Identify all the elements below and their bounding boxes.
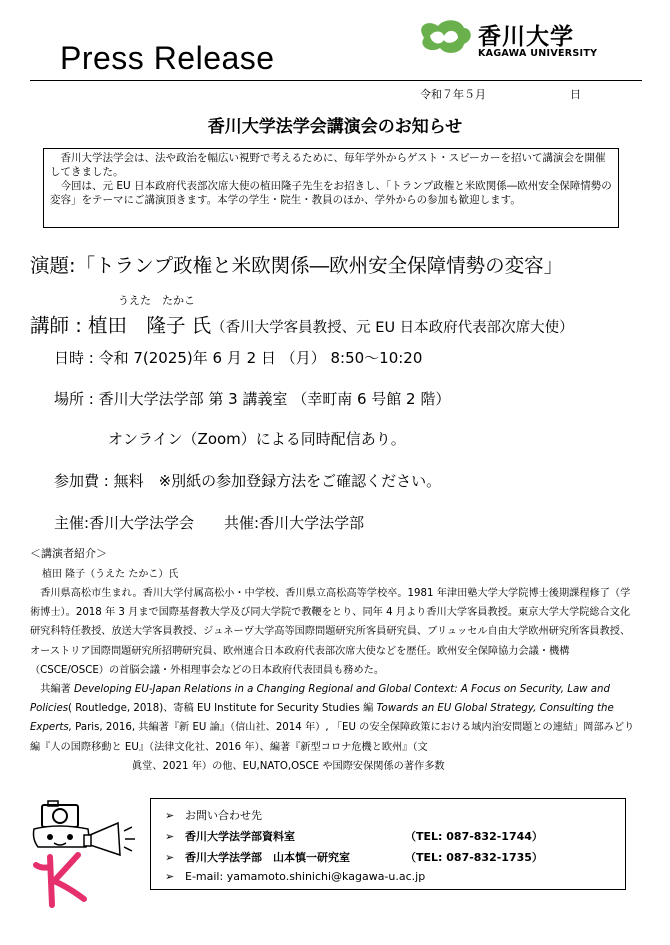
page-title: 香川大学法学会講演会のお知らせ xyxy=(207,117,463,137)
event-online-note: オンライン（Zoom）による同時配信あり。 xyxy=(108,430,406,448)
bullet-arrow-icon: ➢ xyxy=(165,870,175,883)
lecture-topic: 演題:「トランプ政権と米欧関係―欧州安全保障情勢の変容」 xyxy=(30,254,564,277)
mascot-letter-k-icon xyxy=(36,855,84,905)
contact-office-1-name: 香川大学法学部資料室 xyxy=(185,830,295,843)
bio-book-title-1: Developing EU-Japan Relations in a Changing Regional and Global Context: A Focus on Security, Law and Policies xyxy=(30,684,610,715)
contact-office-2-tel: （TEL: 087-832-1735） xyxy=(405,851,543,864)
logo-text-jp: 香川大学 xyxy=(478,24,574,50)
contact-office-1 xyxy=(165,828,543,844)
contact-email-line xyxy=(165,870,425,883)
lecturer-name-reading: うえた たかこ xyxy=(118,294,195,307)
bio-heading: ＜講演者紹介＞ xyxy=(30,547,107,560)
bio-paragraph-2 xyxy=(30,680,640,757)
bio-book-title-2: Towards an EU Global Strategy, Consulting the Experts, xyxy=(30,703,614,734)
issue-date-month: 令和７年５月 xyxy=(420,88,486,101)
contact-heading: お問い合わせ先 xyxy=(185,809,262,822)
event-place: 場所 : 香川大学法学部 第 3 講義室 （幸町南 6 号館 2 階） xyxy=(54,390,451,408)
logo-mark-icon xyxy=(421,20,471,53)
bio-paragraph-2-end: 眞堂、2021 年）の他、EU,NATO,OSCE や国際安保関係の著作多数 xyxy=(132,760,445,772)
event-hosts: 主催:香川大学法学会 共催:香川大学法学部 xyxy=(54,514,365,532)
contact-office-1-tel: （TEL: 087-832-1744） xyxy=(405,830,543,843)
issue-date xyxy=(420,86,590,102)
bio-paragraph-1: 香川県高松市生まれ。香川大学付属高松小・中学校、香川県立高松高等学校卒。1981 年津田塾大学大学院博士後期課程修了（学術博士）。2018 年 3 月まで国際基督教大学及び同大学院で教鞭をとり、同年 4 月より香川大学客員教授。東京大学大学院総合文化研究科特任教授、放送大学客員教授、ジュネーヴ大学高等国際問題研究所客員研究員、ブリュッセル自由大学欧州研究所客員教授、オーストリア国際問題研究所招聘研究員、欧州連合日本政府代表部次席大使などを歴任。欧州安全保障協力会議・機構（CSCE/OSCE）の首脳会議・外相理事会などの日本政府代表団員も務めた。 xyxy=(30,588,631,676)
mascot-illustration xyxy=(28,795,143,915)
lecturer xyxy=(30,310,574,338)
contact-office-2 xyxy=(165,849,543,865)
intro-paragraph-1: 香川大学法学会は、法や政治を幅広い視野で考えるために、毎年学外からゲスト・スピーカーを招いて講演会を開催してきました。 xyxy=(50,152,606,178)
contact-office-2-name: 香川大学法学部 山本慎一研究室 xyxy=(185,851,350,864)
intro-paragraph-2: 今回は、元 EU 日本政府代表部次席大使の植田隆子先生をお招きし、「トランプ政権と米欧関係―欧州安全保障情勢の変容」をテーマにご講演頂きます。本学の学生・院生・教員のほか、学外からの参加も歓迎します。 xyxy=(50,180,612,206)
bio-text xyxy=(30,584,640,776)
logo-text-en: KAGAWA UNIVERSITY xyxy=(478,48,598,59)
bio-p2-mid2: Paris, 2016, 共編著『新 EU 論』（信山社、2014 年）, 「EU の安全保障政策における域内治安問題との連結」岡部みどり編『人の国際移動と EU』（法律文化社、2016 年）、編著『新型コロナ危機と欧州』（文 xyxy=(30,722,635,753)
bio-name: 植田 隆子（うえた たかこ）氏 xyxy=(42,569,179,580)
bio-p2-mid1: ( Routledge, 2018)、寄稿 EU Institute for Security Studies 編 xyxy=(68,703,377,715)
lecturer-affiliation: （香川大学客員教授、元 EU 日本政府代表部次席大使） xyxy=(211,320,574,336)
lecturer-name: 講師 : 植田 隆子 氏 xyxy=(30,314,212,337)
header-divider xyxy=(30,80,642,81)
contact-email[interactable]: E-mail: yamamoto.shinichi@kagawa-u.ac.jp xyxy=(185,870,426,883)
bullet-arrow-icon: ➢ xyxy=(165,851,175,864)
bullet-arrow-icon: ➢ xyxy=(165,809,175,822)
event-datetime: 日時 : 令和 7(2025)年 6 月 2 日 （月） 8:50～10:20 xyxy=(54,349,423,367)
event-fee: 参加費 : 無料 ※別紙の参加登録方法をご確認ください。 xyxy=(54,472,442,490)
megaphone-icon xyxy=(84,823,135,855)
issue-date-day: 日 xyxy=(570,88,581,101)
intro-box xyxy=(43,148,619,228)
press-release-heading: Press Release xyxy=(60,40,275,76)
contact-heading-line xyxy=(165,807,262,823)
bio-p2-prefix: 共編著 xyxy=(40,684,74,696)
mascot-face-icon xyxy=(34,826,89,847)
contact-box xyxy=(150,798,626,890)
camera-icon xyxy=(42,801,78,827)
bullet-arrow-icon: ➢ xyxy=(165,830,175,843)
